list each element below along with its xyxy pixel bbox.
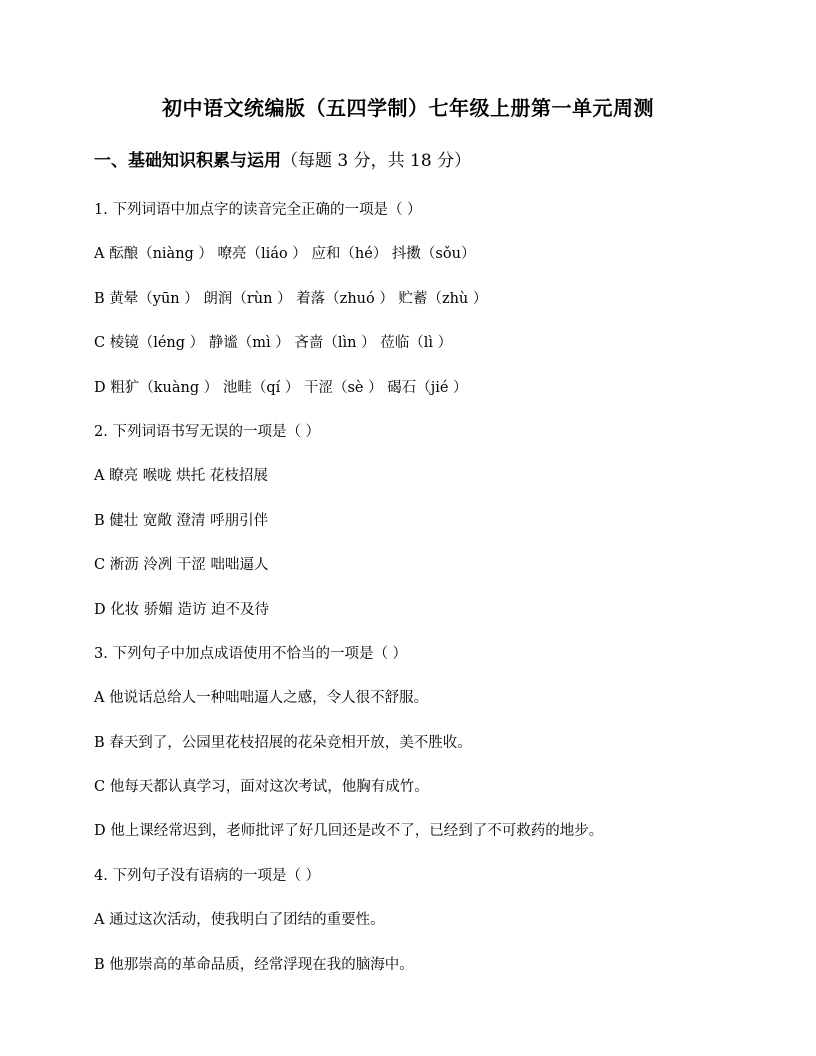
answer-option: A 他说话总给人一种咄咄逼人之感，令人很不舒服。: [94, 690, 429, 707]
answer-option: B 他那崇高的革命品质，经常浮现在我的脑海中。: [94, 956, 414, 973]
section-heading: [94, 150, 471, 172]
question-stem: 4. 下列句子没有语病的一项是（ ）: [94, 867, 321, 884]
section-heading-text: 一、基础知识积累与运用: [94, 151, 281, 171]
answer-option: A 酝酿（niàng ） 嘹亮（liáo ） 应和（hé） 抖擞（sǒu）: [94, 246, 476, 263]
answer-option: C 他每天都认真学习，面对这次考试，他胸有成竹。: [94, 779, 429, 796]
question-stem: 1. 下列词语中加点字的读音完全正确的一项是（ ）: [94, 202, 422, 218]
answer-option: A 瞭亮 喉咙 烘托 花枝招展: [94, 468, 268, 485]
answer-option: B 黄晕（yūn ） 朗润（rùn ） 着落（zhuó ） 贮蓄（zhù ）: [94, 290, 488, 307]
answer-option: B 春天到了，公园里花枝招展的花朵竞相开放，美不胜收。: [94, 734, 472, 751]
question-stem: 2. 下列词语书写无误的一项是（ ）: [94, 423, 321, 440]
section-score-note: （每题 3 分，共 18 分）: [281, 151, 472, 171]
answer-option: B 健壮 宽敞 澄清 呼朋引伴: [94, 512, 269, 529]
answer-option: D 化妆 骄媚 造访 迫不及待: [94, 601, 270, 618]
answer-option: A 通过这次活动，使我明白了团结的重要性。: [94, 912, 385, 929]
answer-option: C 棱镜（léng ） 静谧（mì ） 吝啬（lìn ） 莅临（lì ）: [94, 335, 453, 352]
question-list: [94, 200, 774, 999]
answer-option: D 粗犷（kuàng ） 池畦（qí ） 干涩（sè ） 碣石（jié ）: [94, 379, 468, 396]
answer-option: C 淅沥 泠冽 干涩 咄咄逼人: [94, 557, 269, 574]
question-stem: 3. 下列句子中加点成语使用不恰当的一项是（ ）: [94, 645, 408, 662]
page-title: 初中语文统编版（五四学制）七年级上册第一单元周测: [162, 96, 654, 120]
answer-option: D 他上课经常迟到，老师批评了好几回还是改不了，已经到了不可救药的地步。: [94, 823, 604, 840]
